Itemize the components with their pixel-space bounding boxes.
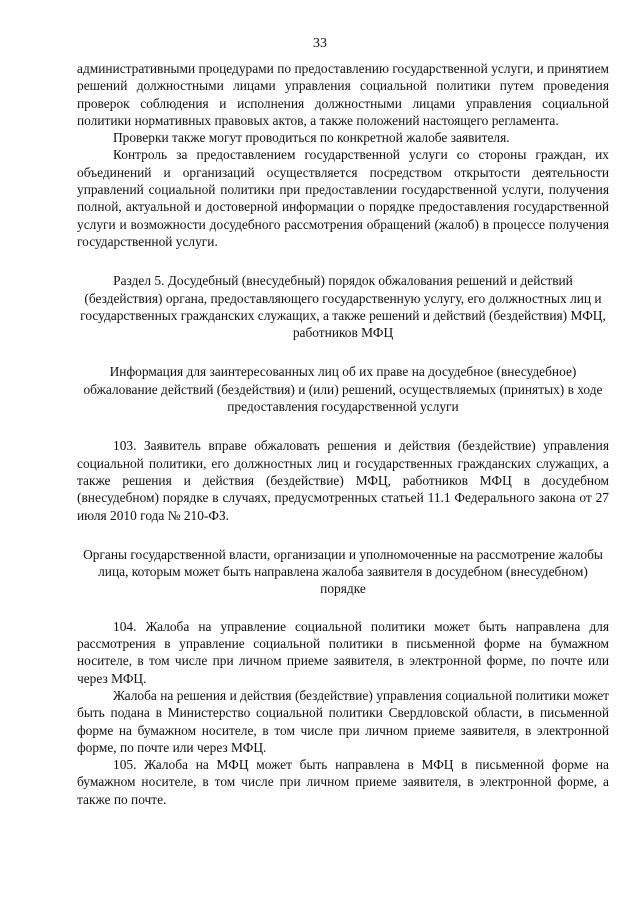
document-body xyxy=(77,60,609,808)
info-heading: Информация для заинтересованных лиц об их праве на досудебное (внесудебное) обжалование действий (бездействия) и (или) решений, осуществляемых (принятых) в ходе предоставления государственной услуги xyxy=(83,364,603,415)
spacer xyxy=(77,415,609,437)
paragraph-citizen-control: Контроль за предоставлением государственной услуги со стороны граждан, их объединений и организаций осуществляется посредством открытости деятельности управлений социальной политики при предоставлении государственной услуги, получения полной, актуальной и достоверной информации о порядке предоставления государственной услуги и возможности досудебного рассмотрения обращений (жалоб) в процессе получения государственной услуги. xyxy=(77,147,609,249)
page-number: 33 xyxy=(313,36,327,51)
spacer xyxy=(77,598,609,618)
paragraph-complaint-checks: Проверки также могут проводиться по конкретной жалобе заявителя. xyxy=(113,130,510,146)
spacer xyxy=(77,250,609,272)
organs-heading: Органы государственной власти, организации и уполномоченные на рассмотрение жалобы лица, которым может быть направлена жалоба заявителя в досудебном (внесудебном) порядке xyxy=(83,546,603,597)
paragraph-103: 103. Заявитель вправе обжаловать решения и действия (бездействие) управления социальной политики, его должностных лиц и государственных гражданских служащих, а также решения и действия (бездействие) МФЦ, работников МФЦ в досудебном (внесудебном) порядке в случаях, предусмотренных статьей 11.1 Федерального закона от 27 июля 2010 года № 210-ФЗ. xyxy=(77,438,609,523)
paragraph-105: 105. Жалоба на МФЦ может быть направлена в МФЦ в письменной форме на бумажном носителе, в том числе при личном приеме заявителя, в электронной форме, а также по почте. xyxy=(77,757,609,807)
spacer xyxy=(77,524,609,546)
spacer xyxy=(77,341,609,363)
paragraph-104: 104. Жалоба на управление социальной политики может быть направлена для рассмотрения в управление социальной политики в письменной форме на бумажном носителе, в том числе при личном приеме заявителя, в электронной форме, по почте или через МФЦ. xyxy=(77,618,609,686)
paragraph-104-ministry: Жалоба на решения и действия (бездействие) управления социальной политики может быть подана в Министерство социальной политики Свердловской области, в письменной форме на бумажном носителе, в том числе при личном приеме заявителя, в электронной форме, по почте или через МФЦ. xyxy=(77,687,609,755)
section-5-heading: Раздел 5. Досудебный (внесудебный) порядок обжалования решений и действий (бездействия) органа, предоставляющего государственную услугу, его должностных лиц и государственных гражданских служащих, а также решений и действий (бездействия) МФЦ, работников МФЦ xyxy=(80,273,606,341)
paragraph-control-procedures: административными процедурами по предоставлению государственной услуги, и принятием решений должностными лицами управления социальной политики путем проведения проверок соблюдения и исполнения должностными лицами управления социальной политики нормативных правовых актов, а также положений настоящего регламента. xyxy=(77,61,609,128)
